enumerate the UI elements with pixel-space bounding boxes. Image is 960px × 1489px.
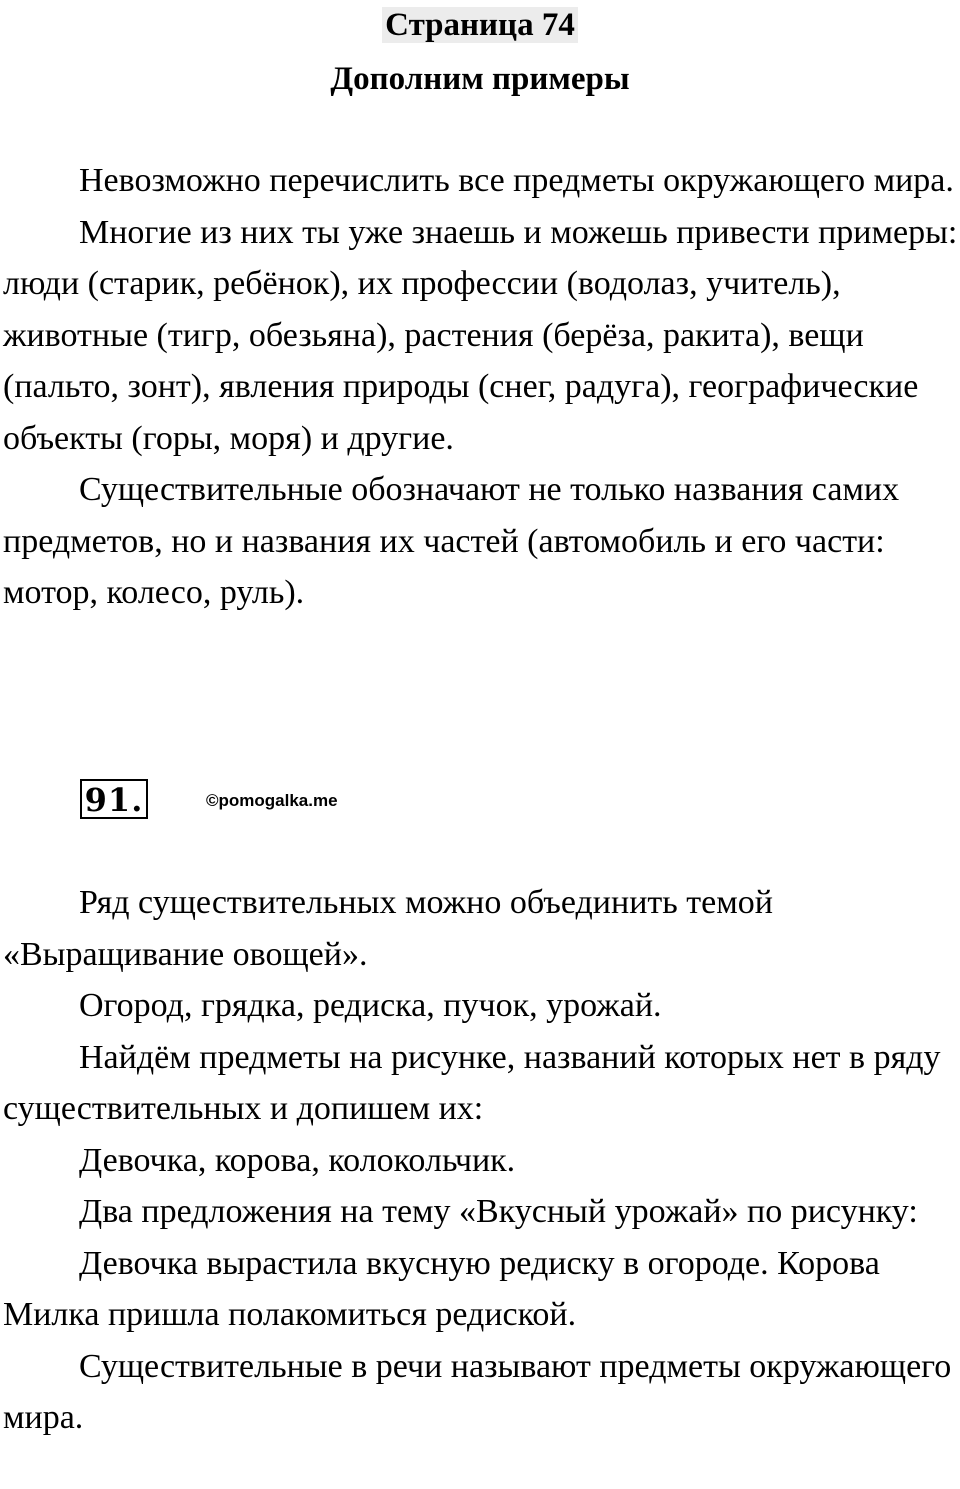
exercise-paragraph: Огород, грядка, редиска, пучок, урожай. [79, 987, 662, 1024]
watermark: ©pomogalka.me [206, 791, 338, 810]
intro-paragraph: Невозможно перечислить все предметы окружающего мира. [79, 162, 954, 199]
exercise-number-badge: 91. [80, 779, 148, 819]
exercise-paragraph: Ряд существительных можно объединить темой «Выращивание овощей». [3, 884, 773, 973]
intro-paragraph: Многие из них ты уже знаешь и можешь привести примеры: люди (старик, ребёнок), их профессии (водолаз, учитель), животные (тигр, обезьяна), растения (берёза, ракита), вещи (пальто, зонт), явления природы (снег, радуга), географические объекты (горы, моря) и другие. [3, 213, 958, 457]
intro-paragraph: Существительные обозначают не только названия самих предметов, но и названия их частей (автомобиль и его части: мотор, колесо, руль). [3, 471, 900, 611]
exercise-paragraph: Два предложения на тему «Вкусный урожай» по рисунку: [79, 1193, 918, 1230]
exercise-paragraph: Найдём предметы на рисунке, названий которых нет в ряду существительных и допишем их: [3, 1038, 941, 1127]
exercise-paragraph: Существительные в речи называют предметы окружающего мира. [3, 1347, 952, 1436]
page-title [0, 4, 960, 46]
exercise-text [3, 877, 960, 1444]
intro-text [3, 155, 960, 619]
exercise-paragraph: Девочка, корова, колокольчик. [79, 1141, 516, 1179]
exercise-paragraph: Девочка вырастила вкусную редиску в огороде. Корова Милка пришла полакомиться редиской. [3, 1244, 880, 1333]
page-title-text: Страница 74 [382, 7, 578, 43]
section-title: Дополним примеры [330, 61, 630, 97]
